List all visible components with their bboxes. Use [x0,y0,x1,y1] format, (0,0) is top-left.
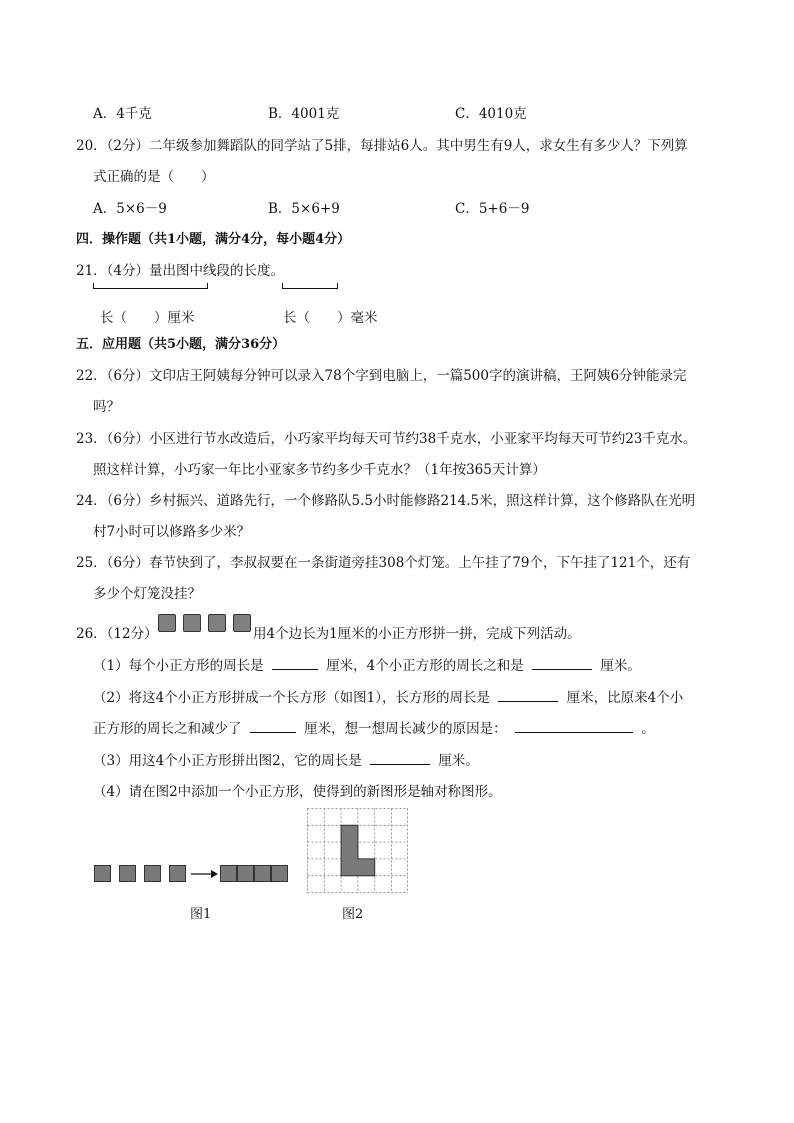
q21-text: 21．（4分）量出图中线段的长度。 [76,263,285,279]
q19-option-b: B．4001克 [268,106,340,122]
q19-option-c: C．4010克 [455,106,527,122]
q26-part2-text-a: （2）将这4个小正方形拼成一个长方形（如图1），长方形的周长是 [93,690,491,706]
q26-part2-line1 [93,686,683,706]
q20-option-a: A．5×6－9 [93,201,167,217]
q26-part1-text-a: （1）每个小正方形的周长是 [93,658,264,674]
l-shape [341,825,375,875]
q26-prefix: 26．（12分） [76,626,158,642]
q26-part2-line2 [93,717,655,737]
rectangle-square [271,865,288,882]
small-square-icon [208,614,226,632]
square-icon [119,865,136,882]
q26-part3-text-a: （3）用这4个小正方形拼出图2，它的周长是 [93,753,362,769]
q26-part3 [93,749,479,769]
section5-heading: 五．应用题（共5小题，满分36分） [76,337,286,352]
blank-field[interactable] [532,657,592,670]
q26-part1-text-c: 厘米。 [600,658,641,674]
square-icon [94,865,111,882]
q23-line2: 照这样计算，小巧家一年比小亚家多节约多少千克水？（1年按365天计算） [93,462,546,478]
blank-field[interactable] [498,689,558,702]
rectangle-square [254,865,271,882]
q24-line2: 村7小时可以修路多少米？ [93,524,251,540]
q26-suffix: 用4个边长为1厘米的小正方形拼一拼，完成下列活动。 [253,626,581,642]
q26-part1-text-b: 厘米，4个小正方形的周长之和是 [326,658,524,674]
q26-part4: （4）请在图2中添加一个小正方形，使得到的新图形是轴对称图形。 [93,784,502,800]
q22-line1: 22．（6分）文印店王阿姨每分钟可以录入78个字到电脑上，一篇500字的演讲稿，王阿姨6分钟能录完 [76,368,687,384]
rectangle-square [220,865,237,882]
q20-option-b: B．5×6+9 [268,201,340,217]
q21-answer2: 长（ ）毫米 [283,310,378,326]
square-icon [169,865,186,882]
q26-part2-text-d: 厘米，想一想周长减少的原因是： [304,721,507,737]
blank-field[interactable] [272,657,318,670]
rectangle-square [237,865,254,882]
figure-2-caption: 图2 [342,907,364,922]
q23-line1: 23．（6分）小区进行节水改造后，小巧家平均每天可节约38千克水，小亚家平均每天可节约23千克水。 [76,431,697,447]
blank-field[interactable] [250,720,296,733]
line-segment-2 [282,283,338,289]
q26-part2-text-c: 正方形的周长之和减少了 [93,721,242,737]
blank-field[interactable] [515,720,633,733]
small-square-icon [233,614,251,632]
figure-2-grid [307,808,409,894]
q24-line1: 24．（6分）乡村振兴、道路先行，一个修路队5.5小时能修路214.5米，照这样计算，这个修路队在光明 [76,493,696,509]
section4-heading: 四．操作题（共1小题，满分4分，每小题4分） [76,232,351,247]
q20-option-c: C．5+6－9 [455,201,530,217]
q20-line2: 式正确的是（ ） [93,169,215,185]
q22-line2: 吗？ [93,399,120,415]
line-segment-1 [93,283,208,289]
q19-option-a: A．4千克 [93,106,152,122]
q26-part1 [93,654,641,674]
arrow-right-icon [189,867,219,881]
q25-line2: 多少个灯笼没挂？ [93,586,201,602]
small-square-icon [183,614,201,632]
blank-field[interactable] [370,752,430,765]
q20-line1: 20．（2分）二年级参加舞蹈队的同学站了5排，每排站6人。其中男生有9人，求女生有多少人？下列算 [76,138,688,154]
q26-part3-text-b: 厘米。 [438,753,479,769]
q25-line1: 25．（6分）春节快到了，李叔叔要在一条街道旁挂308个灯笼。上午挂了79个，下午挂了121个，还有 [76,555,691,571]
q26-part2-text-e: 。 [641,721,655,737]
small-square-icon [158,614,176,632]
q21-answer1: 长（ ）厘米 [100,310,195,326]
q26-part2-text-b: 厘米，比原来4个小 [566,690,684,706]
square-icon [144,865,161,882]
figure-1-caption: 图1 [190,907,212,922]
